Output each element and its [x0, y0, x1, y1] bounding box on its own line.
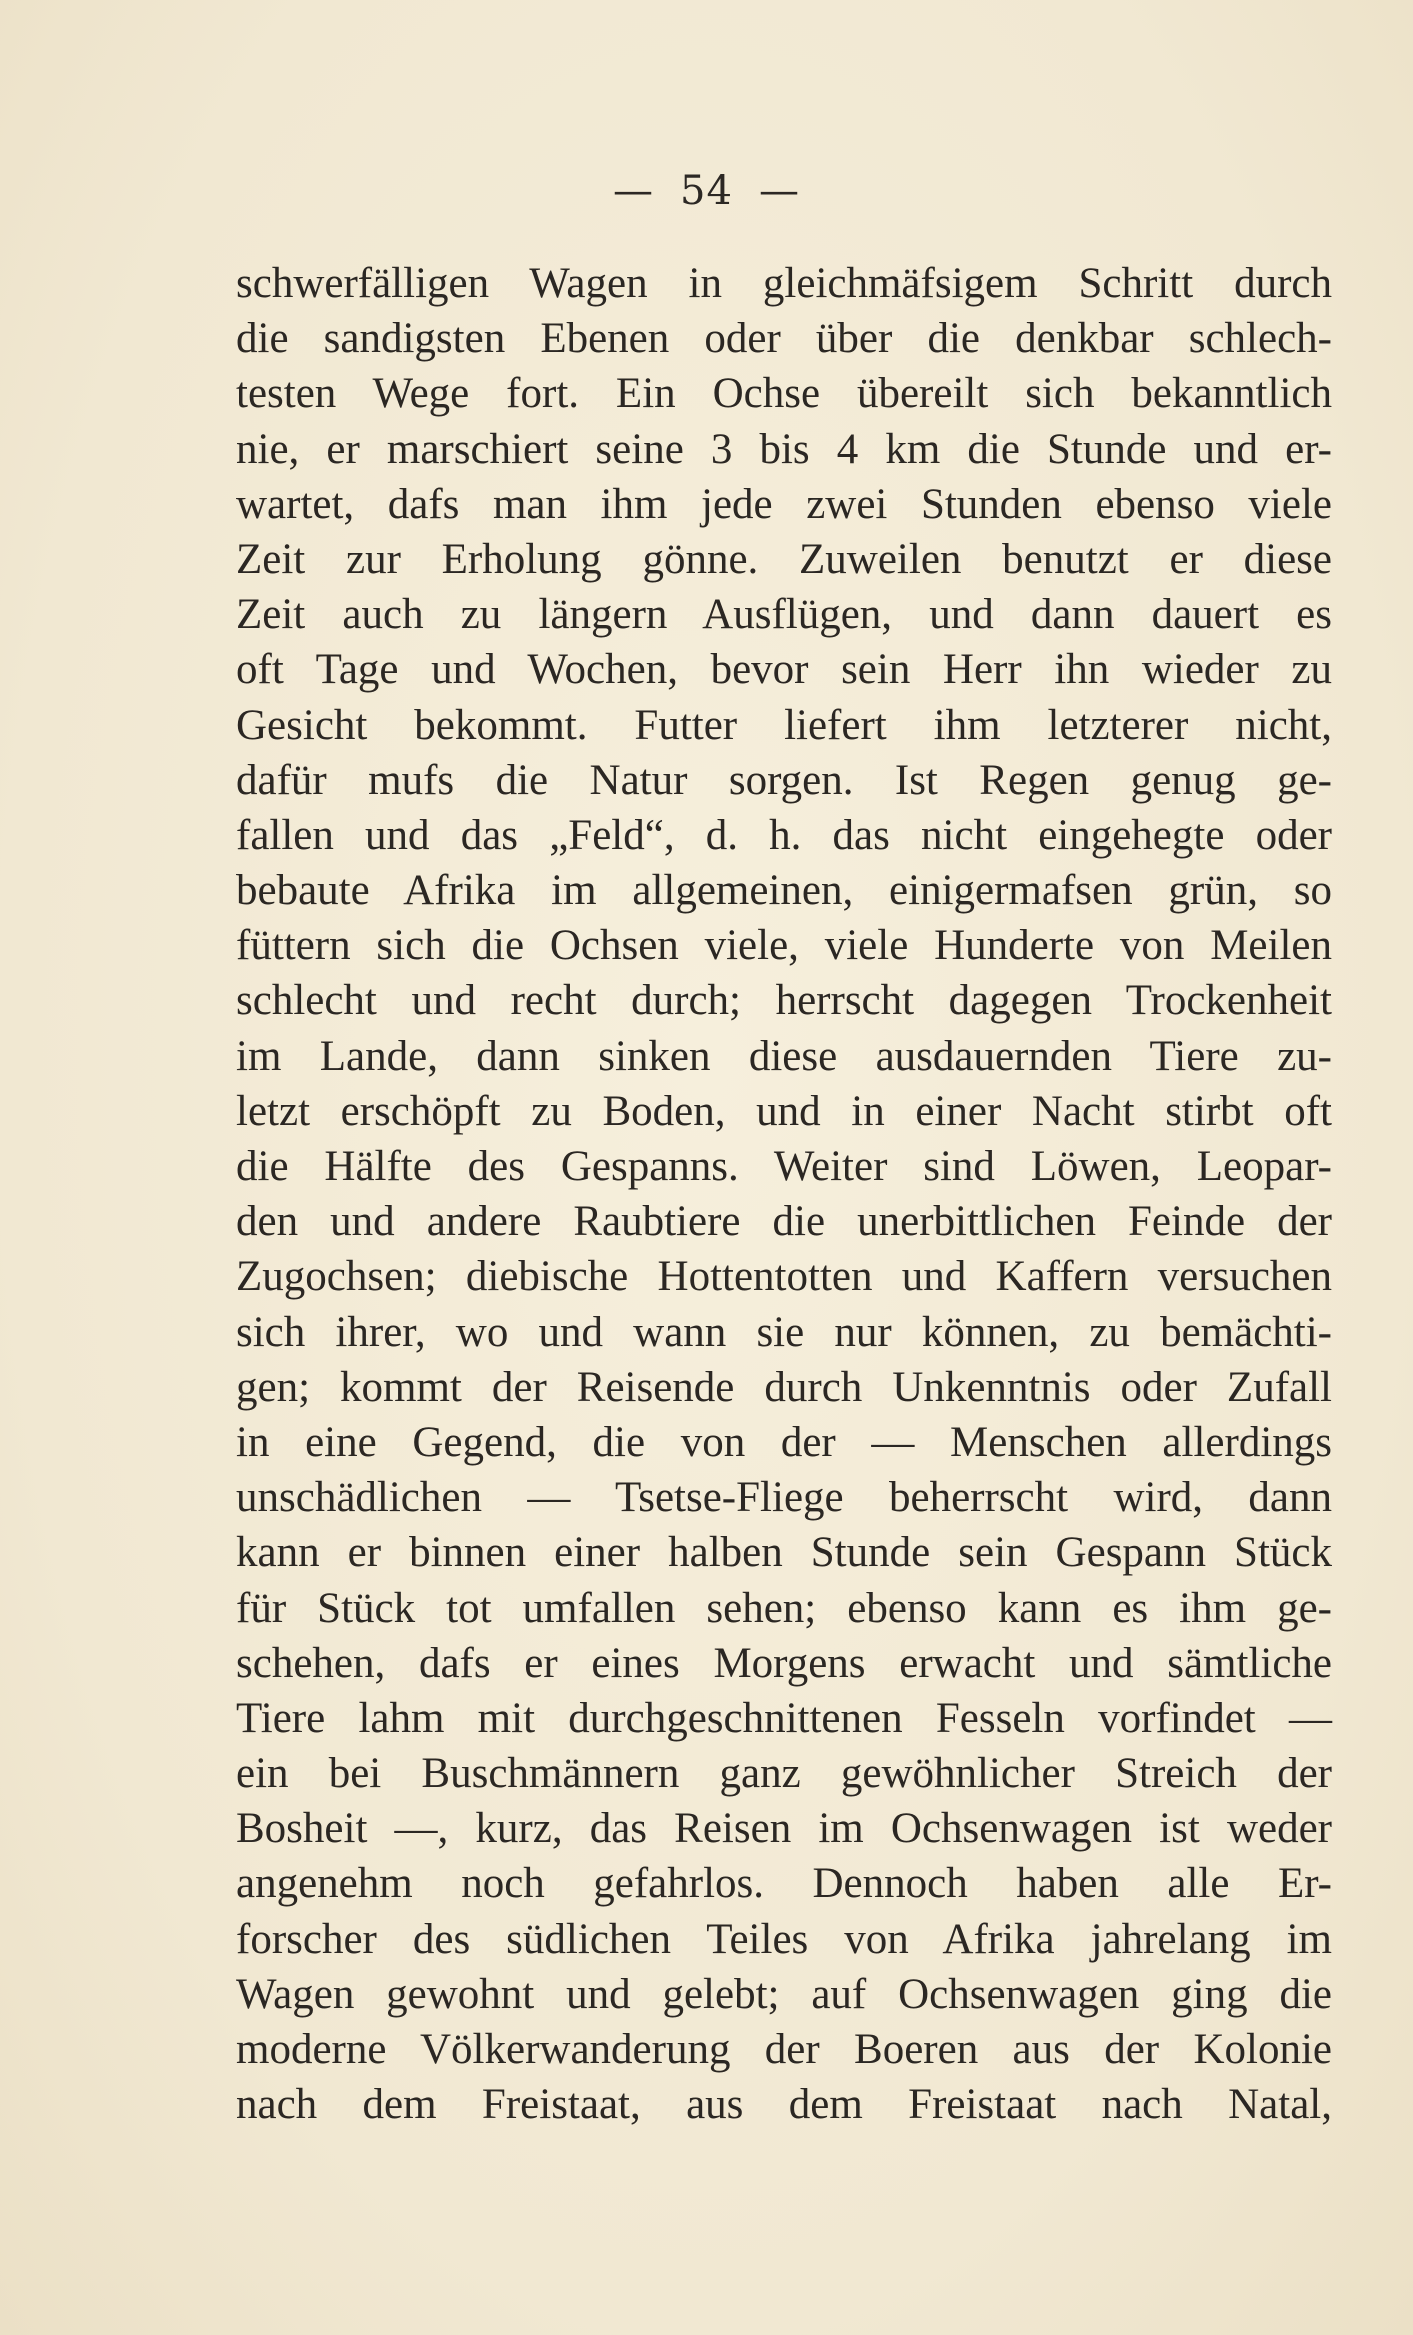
- text-line: füttern sich die Ochsen viele, viele Hunderte von Meilen: [236, 922, 1332, 970]
- text-line: Gesicht bekommt. Futter liefert ihm letzterer nicht,: [236, 701, 1332, 749]
- text-line: Bosheit —, kurz, das Reisen im Ochsenwagen ist weder: [236, 1805, 1332, 1853]
- text-line: Zugochsen; diebische Hottentotten und Kaffern versuchen: [236, 1253, 1332, 1301]
- text-line: moderne Völkerwanderung der Boeren aus der Kolonie: [236, 2026, 1332, 2073]
- page-number-dash-left: —: [613, 168, 655, 214]
- page-number-dash-right: —: [758, 168, 800, 214]
- text-line: schwerfälligen Wagen in gleichmäfsigem Schritt durch: [236, 260, 1332, 307]
- text-line: sich ihrer, wo und wann sie nur können, zu bemächti-: [236, 1308, 1332, 1356]
- text-line: angenehm noch gefahrlos. Dennoch haben alle Er-: [236, 1860, 1332, 1908]
- page-number: 54: [680, 168, 733, 214]
- text-line: fallen und das „Feld“, d. h. das nicht eingehegte oder: [236, 811, 1332, 859]
- text-line: schlecht und recht durch; herrscht dagegen Trockenheit: [236, 977, 1332, 1025]
- text-line: nie, er marschiert seine 3 bis 4 km die Stunde und er-: [236, 425, 1332, 473]
- text-line: letzt erschöpft zu Boden, und in einer Nacht stirbt oft: [236, 1087, 1332, 1135]
- text-line: unschädlichen — Tsetse-Fliege beherrscht wird, dann: [236, 1474, 1332, 1522]
- text-line: gen; kommt der Reisende durch Unkenntnis oder Zufall: [236, 1363, 1332, 1411]
- text-line: die Hälfte des Gespanns. Weiter sind Löwen, Leopar-: [236, 1143, 1332, 1190]
- text-line: für Stück tot umfallen sehen; ebenso kann es ihm ge-: [236, 1584, 1332, 1632]
- text-line: die sandigsten Ebenen oder über die denkbar schlech-: [236, 315, 1332, 363]
- text-line: testen Wege fort. Ein Ochse übereilt sich bekanntlich: [236, 370, 1332, 418]
- text-line: kann er binnen einer halben Stunde sein Gespann Stück: [236, 1529, 1332, 1577]
- text-line: forscher des südlichen Teiles von Afrika jahrelang im: [236, 1915, 1332, 1963]
- text-line: wartet, dafs man ihm jede zwei Stunden ebenso viele: [236, 480, 1332, 528]
- text-line: oft Tage und Wochen, bevor sein Herr ihn wieder zu: [236, 646, 1332, 694]
- text-line: schehen, dafs er eines Morgens erwacht und sämtliche: [236, 1639, 1332, 1687]
- text-line: ein bei Buschmännern ganz gewöhnlicher Streich der: [236, 1750, 1332, 1798]
- text-line: im Lande, dann sinken diese ausdauernden Tiere zu-: [236, 1032, 1332, 1080]
- text-line: Wagen gewohnt und gelebt; auf Ochsenwagen ging die: [236, 1970, 1332, 2018]
- page-number-header: [0, 168, 1413, 214]
- text-line: Zeit zur Erholung gönne. Zuweilen benutzt er diese: [236, 535, 1332, 583]
- text-line: in eine Gegend, die von der — Menschen allerdings: [236, 1418, 1332, 1466]
- text-line: Zeit auch zu längern Ausflügen, und dann dauert es: [236, 591, 1332, 639]
- text-line: den und andere Raubtiere die unerbittlichen Feinde der: [236, 1198, 1332, 1246]
- text-line: dafür mufs die Natur sorgen. Ist Regen genug ge-: [236, 756, 1332, 804]
- body-text: [236, 256, 1332, 2132]
- text-line: nach dem Freistaat, aus dem Freistaat nach Natal,: [236, 2081, 1332, 2129]
- text-line: bebaute Afrika im allgemeinen, einigermafsen grün, so: [236, 867, 1332, 915]
- text-line: Tiere lahm mit durchgeschnittenen Fesseln vorfindet —: [236, 1694, 1332, 1742]
